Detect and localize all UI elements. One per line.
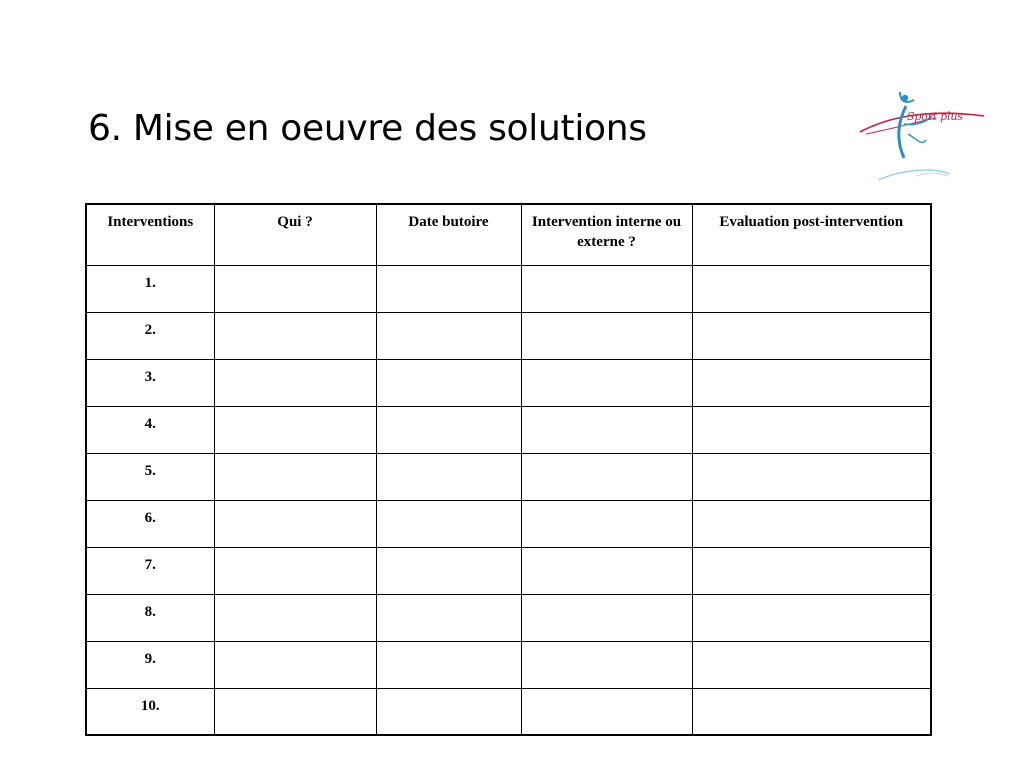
cell-date[interactable]: [376, 359, 521, 406]
table-row: [86, 406, 931, 453]
cell-type[interactable]: [521, 547, 692, 594]
cell-evaluation[interactable]: [692, 453, 931, 500]
header-date-butoire: Date butoire: [376, 204, 521, 265]
cell-evaluation[interactable]: [692, 312, 931, 359]
cell-qui[interactable]: [214, 312, 376, 359]
cell-type[interactable]: [521, 359, 692, 406]
cell-type[interactable]: [521, 312, 692, 359]
table-row: [86, 547, 931, 594]
logo-wordmark: Sport plus: [907, 110, 963, 123]
cell-qui[interactable]: [214, 547, 376, 594]
cell-qui[interactable]: [214, 453, 376, 500]
table-row: [86, 312, 931, 359]
row-number: 8.: [86, 594, 214, 641]
cell-evaluation[interactable]: [692, 594, 931, 641]
cell-qui[interactable]: [214, 688, 376, 735]
row-number: 1.: [86, 265, 214, 312]
cell-date[interactable]: [376, 500, 521, 547]
cell-qui[interactable]: [214, 500, 376, 547]
cell-type[interactable]: [521, 641, 692, 688]
cell-type[interactable]: [521, 500, 692, 547]
header-intervention-type: Intervention interne ou externe ?: [521, 204, 692, 265]
cell-date[interactable]: [376, 594, 521, 641]
cell-type[interactable]: [521, 265, 692, 312]
cell-type[interactable]: [521, 453, 692, 500]
cell-qui[interactable]: [214, 406, 376, 453]
cell-evaluation[interactable]: [692, 406, 931, 453]
table-row: [86, 359, 931, 406]
sportplus-logo: [856, 88, 988, 184]
cell-evaluation[interactable]: [692, 359, 931, 406]
table-row: [86, 265, 931, 312]
cell-qui[interactable]: [214, 359, 376, 406]
cell-qui[interactable]: [214, 594, 376, 641]
table-row: [86, 500, 931, 547]
row-number: 4.: [86, 406, 214, 453]
row-number: 5.: [86, 453, 214, 500]
header-qui: Qui ?: [214, 204, 376, 265]
row-number: 2.: [86, 312, 214, 359]
cell-evaluation[interactable]: [692, 500, 931, 547]
row-number: 10.: [86, 688, 214, 735]
cell-evaluation[interactable]: [692, 641, 931, 688]
row-number: 7.: [86, 547, 214, 594]
cell-date[interactable]: [376, 453, 521, 500]
row-number: 3.: [86, 359, 214, 406]
cell-date[interactable]: [376, 406, 521, 453]
table-row: [86, 641, 931, 688]
header-interventions: Interventions: [86, 204, 214, 265]
cell-type[interactable]: [521, 406, 692, 453]
table-row: [86, 453, 931, 500]
row-number: 9.: [86, 641, 214, 688]
table-header-row: [86, 204, 931, 265]
cell-evaluation[interactable]: [692, 688, 931, 735]
athlete-logo-icon: [856, 88, 988, 184]
cell-qui[interactable]: [214, 265, 376, 312]
cell-evaluation[interactable]: [692, 547, 931, 594]
cell-type[interactable]: [521, 594, 692, 641]
intervention-plan-table: [85, 203, 932, 736]
cell-date[interactable]: [376, 641, 521, 688]
cell-date[interactable]: [376, 547, 521, 594]
cell-date[interactable]: [376, 688, 521, 735]
cell-date[interactable]: [376, 312, 521, 359]
header-evaluation: Evaluation post-intervention: [692, 204, 931, 265]
cell-evaluation[interactable]: [692, 265, 931, 312]
table-row: [86, 688, 931, 735]
slide-title: 6. Mise en oeuvre des solutions: [88, 108, 647, 149]
cell-qui[interactable]: [214, 641, 376, 688]
table-row: [86, 594, 931, 641]
row-number: 6.: [86, 500, 214, 547]
cell-type[interactable]: [521, 688, 692, 735]
cell-date[interactable]: [376, 265, 521, 312]
